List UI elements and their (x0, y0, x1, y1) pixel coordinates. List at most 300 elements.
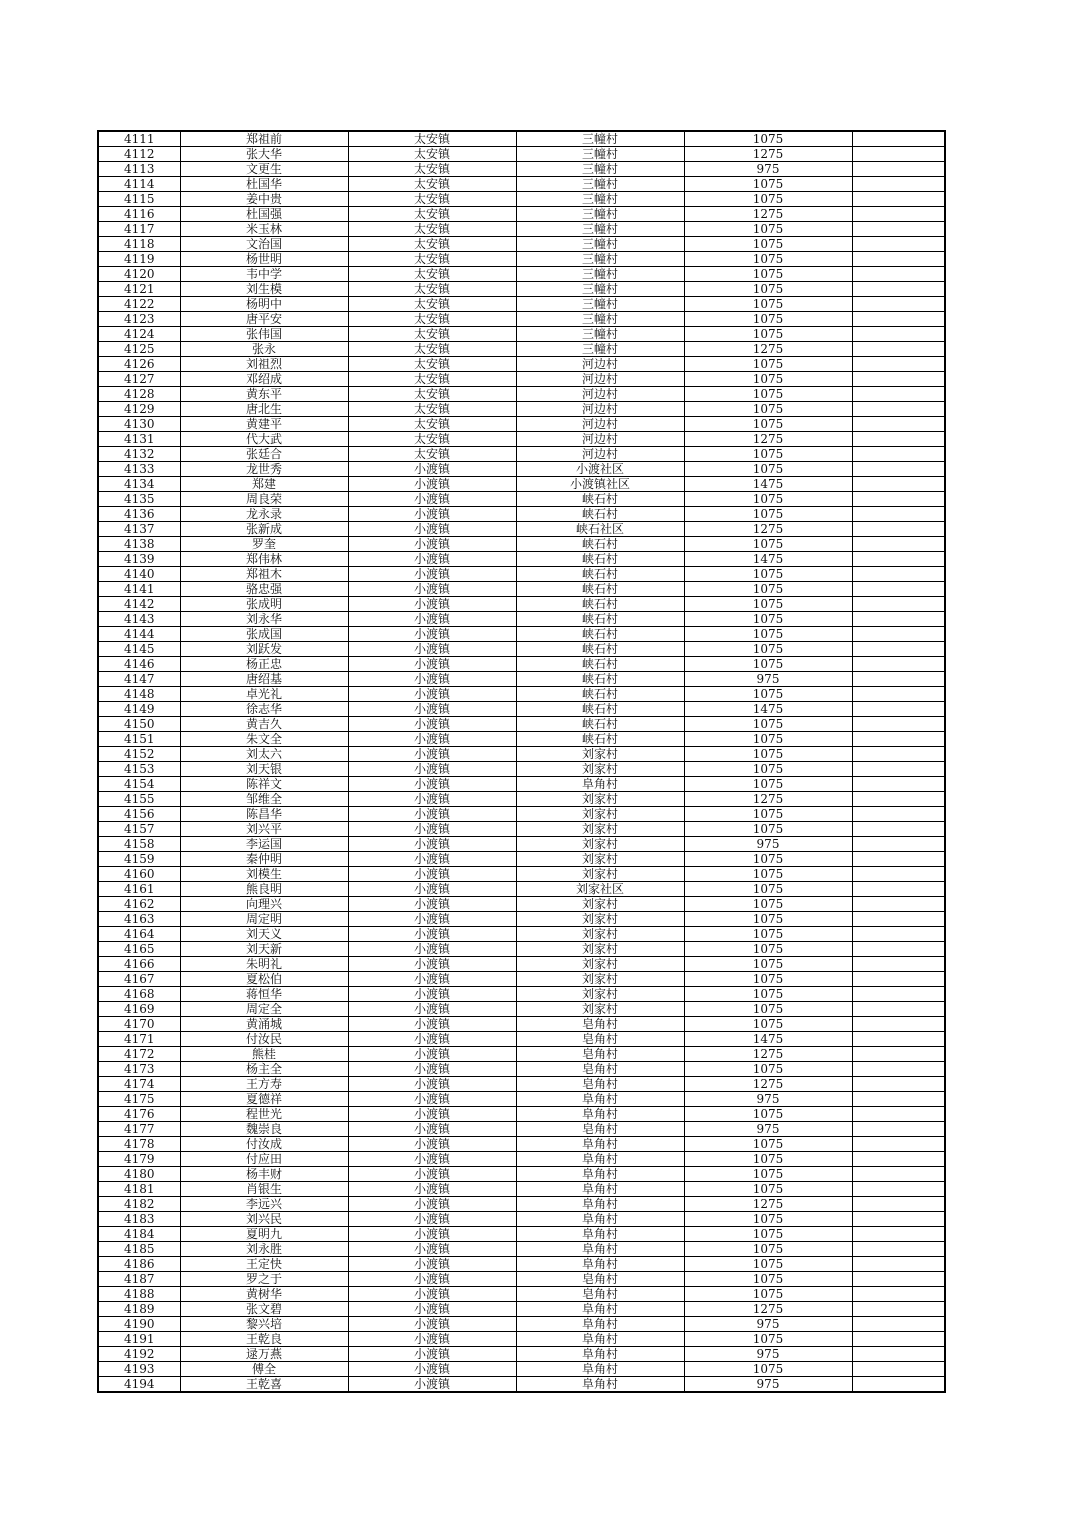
amount-cell: 1075 (684, 957, 852, 972)
table-row (98, 252, 945, 267)
town-cell: 太安镇 (348, 267, 516, 282)
village-cell: 三幢村 (516, 162, 684, 177)
serial-number-cell: 4130 (98, 417, 180, 432)
serial-number-cell: 4136 (98, 507, 180, 522)
table-row (98, 372, 945, 387)
remark-cell (852, 492, 945, 507)
serial-number-cell: 4190 (98, 1317, 180, 1332)
remark-cell (852, 222, 945, 237)
town-cell: 太安镇 (348, 447, 516, 462)
person-name-cell: 刘天新 (180, 942, 348, 957)
amount-cell: 1075 (684, 597, 852, 612)
serial-number-cell: 4180 (98, 1167, 180, 1182)
amount-cell: 1075 (684, 282, 852, 297)
table-row (98, 207, 945, 222)
town-cell: 小渡镇 (348, 852, 516, 867)
person-name-cell: 邹维全 (180, 792, 348, 807)
table-row (98, 462, 945, 477)
town-cell: 小渡镇 (348, 1272, 516, 1287)
remark-cell (852, 357, 945, 372)
table-row (98, 1212, 945, 1227)
village-cell: 三幢村 (516, 147, 684, 162)
village-cell: 三幢村 (516, 297, 684, 312)
remark-cell (852, 252, 945, 267)
amount-cell: 1075 (684, 882, 852, 897)
remark-cell (852, 537, 945, 552)
table-row (98, 342, 945, 357)
table-row (98, 357, 945, 372)
serial-number-cell: 4167 (98, 972, 180, 987)
amount-cell: 1075 (684, 867, 852, 882)
table-row (98, 1362, 945, 1377)
amount-cell: 1075 (684, 747, 852, 762)
town-cell: 小渡镇 (348, 1302, 516, 1317)
town-cell: 太安镇 (348, 342, 516, 357)
person-name-cell: 刘永华 (180, 612, 348, 627)
serial-number-cell: 4123 (98, 312, 180, 327)
table-row (98, 747, 945, 762)
amount-cell: 1075 (684, 252, 852, 267)
remark-cell (852, 672, 945, 687)
person-name-cell: 张永 (180, 342, 348, 357)
table-row (98, 1257, 945, 1272)
amount-cell: 1075 (684, 1017, 852, 1032)
remark-cell (852, 777, 945, 792)
amount-cell: 1075 (684, 627, 852, 642)
table-row (98, 672, 945, 687)
amount-cell: 1075 (684, 1002, 852, 1017)
person-name-cell: 姜中贵 (180, 192, 348, 207)
table-row (98, 237, 945, 252)
amount-cell: 1075 (684, 1107, 852, 1122)
person-name-cell: 付汝成 (180, 1137, 348, 1152)
person-name-cell: 陈祥文 (180, 777, 348, 792)
town-cell: 小渡镇 (348, 777, 516, 792)
amount-cell: 1075 (684, 612, 852, 627)
person-name-cell: 唐北生 (180, 402, 348, 417)
town-cell: 小渡镇 (348, 1137, 516, 1152)
amount-cell: 1275 (684, 1077, 852, 1092)
person-name-cell: 向理兴 (180, 897, 348, 912)
serial-number-cell: 4143 (98, 612, 180, 627)
amount-cell: 1075 (684, 687, 852, 702)
remark-cell (852, 1212, 945, 1227)
serial-number-cell: 4126 (98, 357, 180, 372)
town-cell: 太安镇 (348, 147, 516, 162)
amount-cell: 1075 (684, 717, 852, 732)
serial-number-cell: 4147 (98, 672, 180, 687)
table-row (98, 147, 945, 162)
person-name-cell: 刘模生 (180, 867, 348, 882)
serial-number-cell: 4115 (98, 192, 180, 207)
person-name-cell: 米玉林 (180, 222, 348, 237)
village-cell: 峡石村 (516, 672, 684, 687)
serial-number-cell: 4185 (98, 1242, 180, 1257)
serial-number-cell: 4144 (98, 627, 180, 642)
amount-cell: 1075 (684, 222, 852, 237)
amount-cell: 1075 (684, 357, 852, 372)
serial-number-cell: 4186 (98, 1257, 180, 1272)
amount-cell: 975 (684, 162, 852, 177)
amount-cell: 1075 (684, 762, 852, 777)
remark-cell (852, 1092, 945, 1107)
town-cell: 太安镇 (348, 327, 516, 342)
remark-cell (852, 987, 945, 1002)
person-name-cell: 刘跃发 (180, 642, 348, 657)
village-cell: 刘家村 (516, 792, 684, 807)
person-name-cell: 刘天银 (180, 762, 348, 777)
town-cell: 小渡镇 (348, 537, 516, 552)
town-cell: 小渡镇 (348, 627, 516, 642)
village-cell: 阜角村 (516, 1332, 684, 1347)
table-row (98, 702, 945, 717)
table-row (98, 131, 945, 147)
remark-cell (852, 477, 945, 492)
serial-number-cell: 4171 (98, 1032, 180, 1047)
remark-cell (852, 1032, 945, 1047)
person-name-cell: 熊桂 (180, 1047, 348, 1062)
amount-cell: 1075 (684, 852, 852, 867)
amount-cell: 1075 (684, 642, 852, 657)
amount-cell: 1075 (684, 1227, 852, 1242)
table-row (98, 492, 945, 507)
village-cell: 阜角村 (516, 1182, 684, 1197)
remark-cell (852, 1107, 945, 1122)
person-name-cell: 周定全 (180, 1002, 348, 1017)
village-cell: 峡石村 (516, 537, 684, 552)
town-cell: 小渡镇 (348, 552, 516, 567)
person-name-cell: 黄树华 (180, 1287, 348, 1302)
table-row (98, 852, 945, 867)
person-name-cell: 文治国 (180, 237, 348, 252)
town-cell: 小渡镇 (348, 1017, 516, 1032)
village-cell: 皂角村 (516, 1122, 684, 1137)
amount-cell: 1075 (684, 177, 852, 192)
amount-cell: 1075 (684, 507, 852, 522)
amount-cell: 1075 (684, 387, 852, 402)
village-cell: 峡石村 (516, 582, 684, 597)
village-cell: 峡石社区 (516, 522, 684, 537)
roster-table (97, 130, 946, 1393)
table-row (98, 1017, 945, 1032)
amount-cell: 1075 (684, 912, 852, 927)
village-cell: 峡石村 (516, 657, 684, 672)
person-name-cell: 黄吉久 (180, 717, 348, 732)
serial-number-cell: 4194 (98, 1377, 180, 1393)
town-cell: 小渡镇 (348, 807, 516, 822)
table-row (98, 1197, 945, 1212)
remark-cell (852, 1377, 945, 1393)
serial-number-cell: 4137 (98, 522, 180, 537)
remark-cell (852, 237, 945, 252)
person-name-cell: 张成国 (180, 627, 348, 642)
person-name-cell: 王乾喜 (180, 1377, 348, 1393)
village-cell: 峡石村 (516, 642, 684, 657)
table-row (98, 387, 945, 402)
town-cell: 小渡镇 (348, 927, 516, 942)
amount-cell: 1075 (684, 192, 852, 207)
amount-cell: 975 (684, 672, 852, 687)
table-row (98, 732, 945, 747)
person-name-cell: 刘兴平 (180, 822, 348, 837)
village-cell: 峡石村 (516, 627, 684, 642)
remark-cell (852, 1017, 945, 1032)
table-row (98, 417, 945, 432)
town-cell: 小渡镇 (348, 567, 516, 582)
amount-cell: 1475 (684, 477, 852, 492)
village-cell: 阜角村 (516, 1152, 684, 1167)
amount-cell: 1275 (684, 1197, 852, 1212)
village-cell: 皂角村 (516, 1272, 684, 1287)
serial-number-cell: 4114 (98, 177, 180, 192)
person-name-cell: 蒋恒华 (180, 987, 348, 1002)
remark-cell (852, 387, 945, 402)
table-row (98, 1227, 945, 1242)
remark-cell (852, 1152, 945, 1167)
town-cell: 小渡镇 (348, 642, 516, 657)
town-cell: 小渡镇 (348, 1347, 516, 1362)
table-row (98, 972, 945, 987)
table-row (98, 1107, 945, 1122)
amount-cell: 1075 (684, 417, 852, 432)
amount-cell: 1075 (684, 327, 852, 342)
person-name-cell: 魏崇良 (180, 1122, 348, 1137)
serial-number-cell: 4165 (98, 942, 180, 957)
remark-cell (852, 177, 945, 192)
serial-number-cell: 4193 (98, 1362, 180, 1377)
amount-cell: 1475 (684, 702, 852, 717)
table-row (98, 312, 945, 327)
remark-cell (852, 1332, 945, 1347)
village-cell: 阜角村 (516, 1167, 684, 1182)
village-cell: 阜角村 (516, 1362, 684, 1377)
village-cell: 三幢村 (516, 207, 684, 222)
town-cell: 太安镇 (348, 372, 516, 387)
table-row (98, 942, 945, 957)
village-cell: 刘家社区 (516, 882, 684, 897)
person-name-cell: 周良荣 (180, 492, 348, 507)
serial-number-cell: 4183 (98, 1212, 180, 1227)
town-cell: 小渡镇 (348, 1167, 516, 1182)
serial-number-cell: 4125 (98, 342, 180, 357)
village-cell: 峡石村 (516, 702, 684, 717)
serial-number-cell: 4132 (98, 447, 180, 462)
person-name-cell: 刘生模 (180, 282, 348, 297)
serial-number-cell: 4157 (98, 822, 180, 837)
town-cell: 小渡镇 (348, 1197, 516, 1212)
person-name-cell: 朱明礼 (180, 957, 348, 972)
remark-cell (852, 1122, 945, 1137)
person-name-cell: 秦仲明 (180, 852, 348, 867)
serial-number-cell: 4158 (98, 837, 180, 852)
remark-cell (852, 1197, 945, 1212)
village-cell: 刘家村 (516, 927, 684, 942)
village-cell: 河边村 (516, 447, 684, 462)
person-name-cell: 张文碧 (180, 1302, 348, 1317)
town-cell: 小渡镇 (348, 912, 516, 927)
village-cell: 小渡镇社区 (516, 477, 684, 492)
table-row (98, 447, 945, 462)
remark-cell (852, 807, 945, 822)
serial-number-cell: 4121 (98, 282, 180, 297)
person-name-cell: 刘兴民 (180, 1212, 348, 1227)
remark-cell (852, 1167, 945, 1182)
serial-number-cell: 4113 (98, 162, 180, 177)
table-row (98, 1077, 945, 1092)
serial-number-cell: 4154 (98, 777, 180, 792)
town-cell: 太安镇 (348, 192, 516, 207)
town-cell: 小渡镇 (348, 507, 516, 522)
table-row (98, 1002, 945, 1017)
town-cell: 太安镇 (348, 432, 516, 447)
table-row (98, 642, 945, 657)
person-name-cell: 杜国强 (180, 207, 348, 222)
table-row (98, 1047, 945, 1062)
amount-cell: 1275 (684, 342, 852, 357)
town-cell: 太安镇 (348, 387, 516, 402)
amount-cell: 1075 (684, 987, 852, 1002)
person-name-cell: 罗之于 (180, 1272, 348, 1287)
remark-cell (852, 702, 945, 717)
amount-cell: 1275 (684, 1047, 852, 1062)
table-row (98, 777, 945, 792)
table-row (98, 192, 945, 207)
table-row (98, 822, 945, 837)
remark-cell (852, 1272, 945, 1287)
remark-cell (852, 131, 945, 147)
person-name-cell: 夏松伯 (180, 972, 348, 987)
town-cell: 小渡镇 (348, 792, 516, 807)
table-row (98, 477, 945, 492)
serial-number-cell: 4127 (98, 372, 180, 387)
village-cell: 三幢村 (516, 222, 684, 237)
serial-number-cell: 4187 (98, 1272, 180, 1287)
village-cell: 皂角村 (516, 1047, 684, 1062)
amount-cell: 1075 (684, 567, 852, 582)
person-name-cell: 文更生 (180, 162, 348, 177)
amount-cell: 1075 (684, 131, 852, 147)
remark-cell (852, 207, 945, 222)
town-cell: 小渡镇 (348, 747, 516, 762)
amount-cell: 1075 (684, 447, 852, 462)
village-cell: 河边村 (516, 387, 684, 402)
village-cell: 皂角村 (516, 1062, 684, 1077)
serial-number-cell: 4151 (98, 732, 180, 747)
serial-number-cell: 4178 (98, 1137, 180, 1152)
amount-cell: 1075 (684, 1287, 852, 1302)
person-name-cell: 张新成 (180, 522, 348, 537)
town-cell: 小渡镇 (348, 717, 516, 732)
table-row (98, 627, 945, 642)
village-cell: 河边村 (516, 402, 684, 417)
village-cell: 刘家村 (516, 912, 684, 927)
remark-cell (852, 912, 945, 927)
town-cell: 小渡镇 (348, 657, 516, 672)
person-name-cell: 王方寿 (180, 1077, 348, 1092)
table-row (98, 957, 945, 972)
serial-number-cell: 4122 (98, 297, 180, 312)
town-cell: 小渡镇 (348, 1032, 516, 1047)
village-cell: 阜角村 (516, 777, 684, 792)
village-cell: 阜角村 (516, 1137, 684, 1152)
amount-cell: 1075 (684, 462, 852, 477)
remark-cell (852, 972, 945, 987)
remark-cell (852, 1287, 945, 1302)
serial-number-cell: 4174 (98, 1077, 180, 1092)
person-name-cell: 傅全 (180, 1362, 348, 1377)
amount-cell: 1075 (684, 1332, 852, 1347)
person-name-cell: 杜国华 (180, 177, 348, 192)
amount-cell: 1075 (684, 972, 852, 987)
serial-number-cell: 4188 (98, 1287, 180, 1302)
remark-cell (852, 882, 945, 897)
table-row (98, 432, 945, 447)
amount-cell: 1075 (684, 1272, 852, 1287)
town-cell: 小渡镇 (348, 837, 516, 852)
town-cell: 小渡镇 (348, 1317, 516, 1332)
person-name-cell: 朱文全 (180, 732, 348, 747)
serial-number-cell: 4148 (98, 687, 180, 702)
table-row (98, 402, 945, 417)
town-cell: 小渡镇 (348, 957, 516, 972)
village-cell: 峡石村 (516, 597, 684, 612)
person-name-cell: 唐绍基 (180, 672, 348, 687)
village-cell: 峡石村 (516, 552, 684, 567)
serial-number-cell: 4176 (98, 1107, 180, 1122)
remark-cell (852, 612, 945, 627)
table-row (98, 177, 945, 192)
table-row (98, 1332, 945, 1347)
amount-cell: 1075 (684, 492, 852, 507)
town-cell: 太安镇 (348, 282, 516, 297)
remark-cell (852, 267, 945, 282)
table-row (98, 762, 945, 777)
person-name-cell: 张廷合 (180, 447, 348, 462)
remark-cell (852, 1062, 945, 1077)
remark-cell (852, 162, 945, 177)
serial-number-cell: 4129 (98, 402, 180, 417)
remark-cell (852, 1182, 945, 1197)
serial-number-cell: 4124 (98, 327, 180, 342)
town-cell: 小渡镇 (348, 822, 516, 837)
village-cell: 皂角村 (516, 1017, 684, 1032)
table-row (98, 267, 945, 282)
serial-number-cell: 4162 (98, 897, 180, 912)
village-cell: 刘家村 (516, 807, 684, 822)
remark-cell (852, 447, 945, 462)
person-name-cell: 黎兴培 (180, 1317, 348, 1332)
village-cell: 三幢村 (516, 177, 684, 192)
town-cell: 小渡镇 (348, 762, 516, 777)
town-cell: 小渡镇 (348, 942, 516, 957)
table-row (98, 717, 945, 732)
serial-number-cell: 4150 (98, 717, 180, 732)
serial-number-cell: 4164 (98, 927, 180, 942)
remark-cell (852, 897, 945, 912)
town-cell: 太安镇 (348, 207, 516, 222)
town-cell: 小渡镇 (348, 462, 516, 477)
amount-cell: 1075 (684, 1242, 852, 1257)
village-cell: 小渡社区 (516, 462, 684, 477)
person-name-cell: 罗奎 (180, 537, 348, 552)
person-name-cell: 王乾良 (180, 1332, 348, 1347)
serial-number-cell: 4139 (98, 552, 180, 567)
serial-number-cell: 4146 (98, 657, 180, 672)
person-name-cell: 郑祖前 (180, 131, 348, 147)
table-row (98, 327, 945, 342)
person-name-cell: 骆忠强 (180, 582, 348, 597)
amount-cell: 1275 (684, 207, 852, 222)
